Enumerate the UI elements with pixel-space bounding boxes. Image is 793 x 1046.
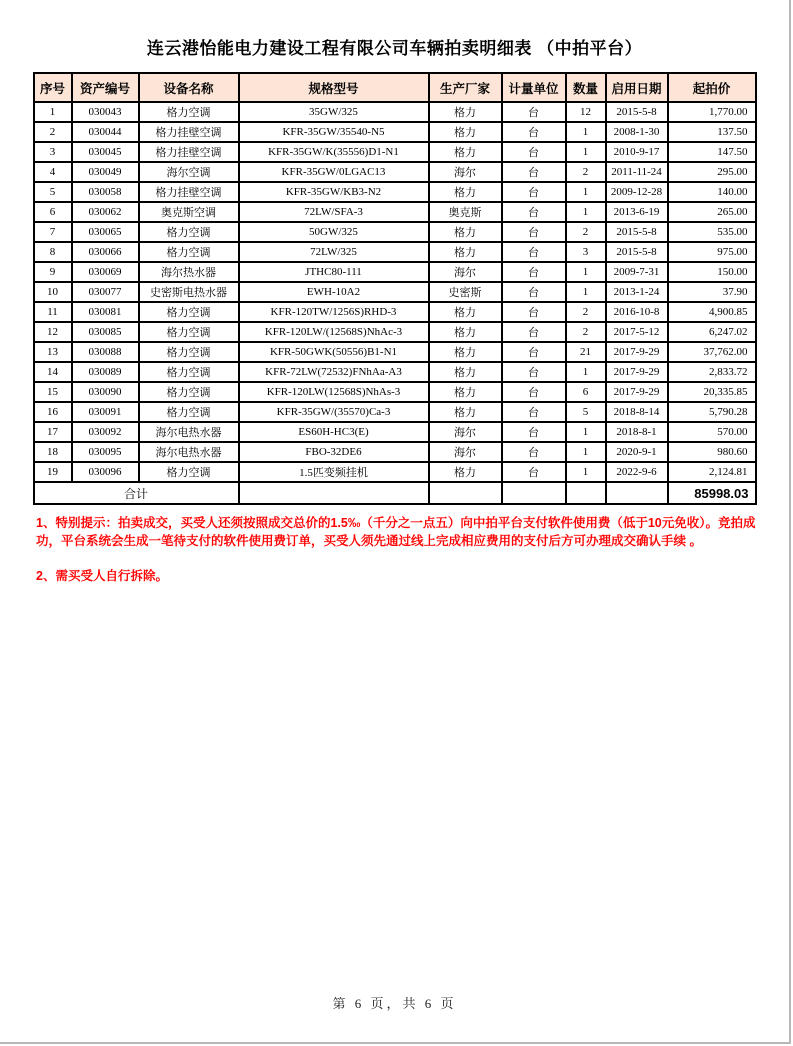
cell-model: KFR-35GW/(35570)Ca-3: [239, 402, 429, 422]
col-header-device-name: 设备名称: [139, 73, 239, 102]
col-header-unit: 计量单位: [502, 73, 566, 102]
cell-quantity: 1: [566, 282, 606, 302]
cell-asset-no: 030062: [72, 202, 139, 222]
cell-asset-no: 030095: [72, 442, 139, 462]
cell-device-name: 格力空调: [139, 362, 239, 382]
cell-device-name: 格力空调: [139, 322, 239, 342]
cell-model: 50GW/325: [239, 222, 429, 242]
cell-index: 13: [34, 342, 72, 362]
cell-start-date: 2015-5-8: [606, 242, 668, 262]
cell-unit: 台: [502, 162, 566, 182]
table-row: [34, 102, 756, 122]
table-row: [34, 422, 756, 442]
cell-device-name: 格力空调: [139, 402, 239, 422]
col-header-start-price: 起拍价: [668, 73, 756, 102]
cell-index: 19: [34, 462, 72, 482]
cell-device-name: 格力挂壁空调: [139, 122, 239, 142]
cell-start-date: 2018-8-1: [606, 422, 668, 442]
cell-index: 5: [34, 182, 72, 202]
cell-quantity: 21: [566, 342, 606, 362]
cell-start-price: 137.50: [668, 122, 756, 142]
cell-start-date: 2018-8-14: [606, 402, 668, 422]
cell-index: 1: [34, 102, 72, 122]
cell-quantity: 1: [566, 182, 606, 202]
cell-manufacturer: 格力: [429, 322, 502, 342]
cell-unit: 台: [502, 382, 566, 402]
table-row: [34, 402, 756, 422]
cell-unit: 台: [502, 342, 566, 362]
cell-index: 14: [34, 362, 72, 382]
cell-start-date: 2010-9-17: [606, 142, 668, 162]
cell-manufacturer: 格力: [429, 342, 502, 362]
cell-unit: 台: [502, 282, 566, 302]
auction-detail-table: [33, 72, 757, 505]
table-row: [34, 162, 756, 182]
cell-index: 9: [34, 262, 72, 282]
cell-quantity: 2: [566, 302, 606, 322]
cell-start-date: 2017-9-29: [606, 342, 668, 362]
cell-manufacturer: 格力: [429, 102, 502, 122]
page-number-footer: 第 6 页，共 6 页: [332, 996, 457, 1011]
cell-asset-no: 030092: [72, 422, 139, 442]
cell-start-price: 265.00: [668, 202, 756, 222]
cell-start-date: 2015-5-8: [606, 102, 668, 122]
cell-index: 2: [34, 122, 72, 142]
total-row: [34, 482, 756, 504]
cell-unit: 台: [502, 362, 566, 382]
total-empty-unit: [502, 482, 566, 504]
cell-model: KFR-120LW(12568S)NhAs-3: [239, 382, 429, 402]
cell-start-price: 147.50: [668, 142, 756, 162]
cell-asset-no: 030088: [72, 342, 139, 362]
note-self-removal: 2、需买受人自行拆除。: [36, 569, 168, 583]
cell-index: 8: [34, 242, 72, 262]
table-row: [34, 442, 756, 462]
cell-quantity: 1: [566, 462, 606, 482]
cell-start-price: 1,770.00: [668, 102, 756, 122]
cell-device-name: 格力空调: [139, 102, 239, 122]
table-row: [34, 242, 756, 262]
table-row: [34, 322, 756, 342]
cell-unit: 台: [502, 322, 566, 342]
cell-unit: 台: [502, 222, 566, 242]
note-special-tip: 1、特别提示：拍卖成交，买受人还须按照成交总价的1.5‰（千分之一点五）向中拍平台支付软件使用费（低于10元免收）。竞拍成功，平台系统会生成一笔待支付的软件使用费订单，买受人须先通过线上完成相应费用的支付后方可办理成交确认手续 。: [36, 516, 756, 548]
cell-device-name: 格力挂壁空调: [139, 142, 239, 162]
cell-quantity: 1: [566, 262, 606, 282]
cell-start-price: 975.00: [668, 242, 756, 262]
cell-manufacturer: 格力: [429, 242, 502, 262]
cell-unit: 台: [502, 142, 566, 162]
cell-start-price: 5,790.28: [668, 402, 756, 422]
cell-model: KFR-50GWK(50556)B1-N1: [239, 342, 429, 362]
cell-start-price: 140.00: [668, 182, 756, 202]
cell-manufacturer: 奥克斯: [429, 202, 502, 222]
cell-asset-no: 030081: [72, 302, 139, 322]
col-header-manufacturer: 生产厂家: [429, 73, 502, 102]
cell-asset-no: 030069: [72, 262, 139, 282]
cell-start-price: 37,762.00: [668, 342, 756, 362]
cell-start-price: 570.00: [668, 422, 756, 442]
cell-index: 15: [34, 382, 72, 402]
cell-quantity: 3: [566, 242, 606, 262]
table-row: [34, 202, 756, 222]
cell-start-price: 150.00: [668, 262, 756, 282]
cell-manufacturer: 海尔: [429, 442, 502, 462]
table-row: [34, 262, 756, 282]
cell-model: FBO-32DE6: [239, 442, 429, 462]
cell-unit: 台: [502, 422, 566, 442]
total-empty-manufacturer: [429, 482, 502, 504]
table-row: [34, 342, 756, 362]
col-header-start-date: 启用日期: [606, 73, 668, 102]
total-value: 85998.03: [668, 482, 756, 504]
cell-start-price: 4,900.85: [668, 302, 756, 322]
cell-model: EWH-10A2: [239, 282, 429, 302]
table-row: [34, 382, 756, 402]
cell-manufacturer: 格力: [429, 182, 502, 202]
cell-model: KFR-35GW/KB3-N2: [239, 182, 429, 202]
col-header-index: 序号: [34, 73, 72, 102]
cell-index: 4: [34, 162, 72, 182]
notes-section: [36, 514, 776, 585]
cell-asset-no: 030089: [72, 362, 139, 382]
cell-start-date: 2022-9-6: [606, 462, 668, 482]
cell-model: KFR-35GW/0LGAC13: [239, 162, 429, 182]
cell-quantity: 6: [566, 382, 606, 402]
cell-asset-no: 030058: [72, 182, 139, 202]
table-header: [34, 73, 756, 102]
cell-asset-no: 030096: [72, 462, 139, 482]
cell-start-price: 37.90: [668, 282, 756, 302]
cell-device-name: 海尔空调: [139, 162, 239, 182]
cell-model: KFR-120LW/(12568S)NhAc-3: [239, 322, 429, 342]
cell-manufacturer: 海尔: [429, 262, 502, 282]
cell-model: 35GW/325: [239, 102, 429, 122]
cell-quantity: 1: [566, 202, 606, 222]
cell-unit: 台: [502, 302, 566, 322]
cell-model: 72LW/325: [239, 242, 429, 262]
cell-index: 6: [34, 202, 72, 222]
cell-device-name: 格力空调: [139, 222, 239, 242]
cell-unit: 台: [502, 442, 566, 462]
cell-quantity: 1: [566, 122, 606, 142]
cell-quantity: 2: [566, 222, 606, 242]
cell-start-date: 2009-12-28: [606, 182, 668, 202]
header-row: [34, 73, 756, 102]
table-row: [34, 142, 756, 162]
table-row: [34, 282, 756, 302]
cell-model: 1.5匹变频挂机: [239, 462, 429, 482]
cell-start-price: 2,124.81: [668, 462, 756, 482]
cell-device-name: 格力挂壁空调: [139, 182, 239, 202]
cell-asset-no: 030045: [72, 142, 139, 162]
total-empty-model: [239, 482, 429, 504]
cell-device-name: 格力空调: [139, 302, 239, 322]
cell-manufacturer: 格力: [429, 302, 502, 322]
cell-asset-no: 030065: [72, 222, 139, 242]
table-row: [34, 462, 756, 482]
total-label: 合计: [34, 482, 239, 504]
total-empty-quantity: [566, 482, 606, 504]
cell-index: 7: [34, 222, 72, 242]
cell-start-date: 2008-1-30: [606, 122, 668, 142]
cell-asset-no: 030044: [72, 122, 139, 142]
cell-manufacturer: 海尔: [429, 422, 502, 442]
cell-device-name: 奥克斯空调: [139, 202, 239, 222]
cell-start-date: 2015-5-8: [606, 222, 668, 242]
table-row: [34, 182, 756, 202]
cell-index: 12: [34, 322, 72, 342]
cell-asset-no: 030066: [72, 242, 139, 262]
cell-device-name: 格力空调: [139, 242, 239, 262]
cell-index: 16: [34, 402, 72, 422]
cell-asset-no: 030049: [72, 162, 139, 182]
cell-quantity: 1: [566, 422, 606, 442]
cell-manufacturer: 史密斯: [429, 282, 502, 302]
cell-asset-no: 030077: [72, 282, 139, 302]
cell-asset-no: 030090: [72, 382, 139, 402]
cell-device-name: 格力空调: [139, 342, 239, 362]
cell-model: KFR-72LW(72532)FNhAa-A3: [239, 362, 429, 382]
cell-start-price: 6,247.02: [668, 322, 756, 342]
cell-model: JTHC80-111: [239, 262, 429, 282]
cell-manufacturer: 格力: [429, 222, 502, 242]
col-header-model: 规格型号: [239, 73, 429, 102]
table-row: [34, 222, 756, 242]
cell-quantity: 2: [566, 322, 606, 342]
cell-device-name: 海尔电热水器: [139, 422, 239, 442]
cell-start-price: 295.00: [668, 162, 756, 182]
cell-manufacturer: 格力: [429, 402, 502, 422]
total-empty-start-date: [606, 482, 668, 504]
cell-unit: 台: [502, 102, 566, 122]
cell-asset-no: 030085: [72, 322, 139, 342]
cell-quantity: 1: [566, 362, 606, 382]
table-body: [34, 102, 756, 504]
cell-quantity: 1: [566, 142, 606, 162]
cell-quantity: 5: [566, 402, 606, 422]
cell-device-name: 史密斯电热水器: [139, 282, 239, 302]
cell-index: 3: [34, 142, 72, 162]
cell-start-date: 2013-1-24: [606, 282, 668, 302]
cell-index: 11: [34, 302, 72, 322]
cell-unit: 台: [502, 462, 566, 482]
cell-device-name: 海尔热水器: [139, 262, 239, 282]
cell-start-date: 2011-11-24: [606, 162, 668, 182]
col-header-asset-no: 资产编号: [72, 73, 139, 102]
cell-start-price: 980.60: [668, 442, 756, 462]
cell-unit: 台: [502, 122, 566, 142]
cell-asset-no: 030043: [72, 102, 139, 122]
cell-unit: 台: [502, 182, 566, 202]
table-row: [34, 362, 756, 382]
cell-start-price: 2,833.72: [668, 362, 756, 382]
cell-unit: 台: [502, 402, 566, 422]
cell-device-name: 海尔电热水器: [139, 442, 239, 462]
cell-start-date: 2020-9-1: [606, 442, 668, 462]
cell-index: 17: [34, 422, 72, 442]
cell-start-price: 20,335.85: [668, 382, 756, 402]
cell-manufacturer: 格力: [429, 362, 502, 382]
cell-manufacturer: 格力: [429, 142, 502, 162]
cell-index: 10: [34, 282, 72, 302]
table-row: [34, 302, 756, 322]
cell-device-name: 格力空调: [139, 382, 239, 402]
cell-asset-no: 030091: [72, 402, 139, 422]
cell-unit: 台: [502, 262, 566, 282]
cell-device-name: 格力空调: [139, 462, 239, 482]
cell-model: 72LW/SFA-3: [239, 202, 429, 222]
cell-start-date: 2017-5-12: [606, 322, 668, 342]
cell-start-date: 2017-9-29: [606, 382, 668, 402]
col-header-quantity: 数量: [566, 73, 606, 102]
cell-manufacturer: 海尔: [429, 162, 502, 182]
cell-start-date: 2013-6-19: [606, 202, 668, 222]
cell-start-date: 2009-7-31: [606, 262, 668, 282]
cell-start-price: 535.00: [668, 222, 756, 242]
cell-model: ES60H-HC3(E): [239, 422, 429, 442]
cell-manufacturer: 格力: [429, 462, 502, 482]
cell-start-date: 2017-9-29: [606, 362, 668, 382]
table-row: [34, 122, 756, 142]
cell-manufacturer: 格力: [429, 122, 502, 142]
cell-model: KFR-35GW/35540-N5: [239, 122, 429, 142]
cell-start-date: 2016-10-8: [606, 302, 668, 322]
cell-index: 18: [34, 442, 72, 462]
cell-unit: 台: [502, 202, 566, 222]
cell-quantity: 12: [566, 102, 606, 122]
cell-model: KFR-35GW/K(35556)D1-N1: [239, 142, 429, 162]
cell-unit: 台: [502, 242, 566, 262]
cell-manufacturer: 格力: [429, 382, 502, 402]
cell-model: KFR-120TW/1256S)RHD-3: [239, 302, 429, 322]
cell-quantity: 2: [566, 162, 606, 182]
page-title: 连云港怡能电力建设工程有限公司车辆拍卖明细表 （中拍平台）: [146, 39, 643, 58]
cell-quantity: 1: [566, 442, 606, 462]
